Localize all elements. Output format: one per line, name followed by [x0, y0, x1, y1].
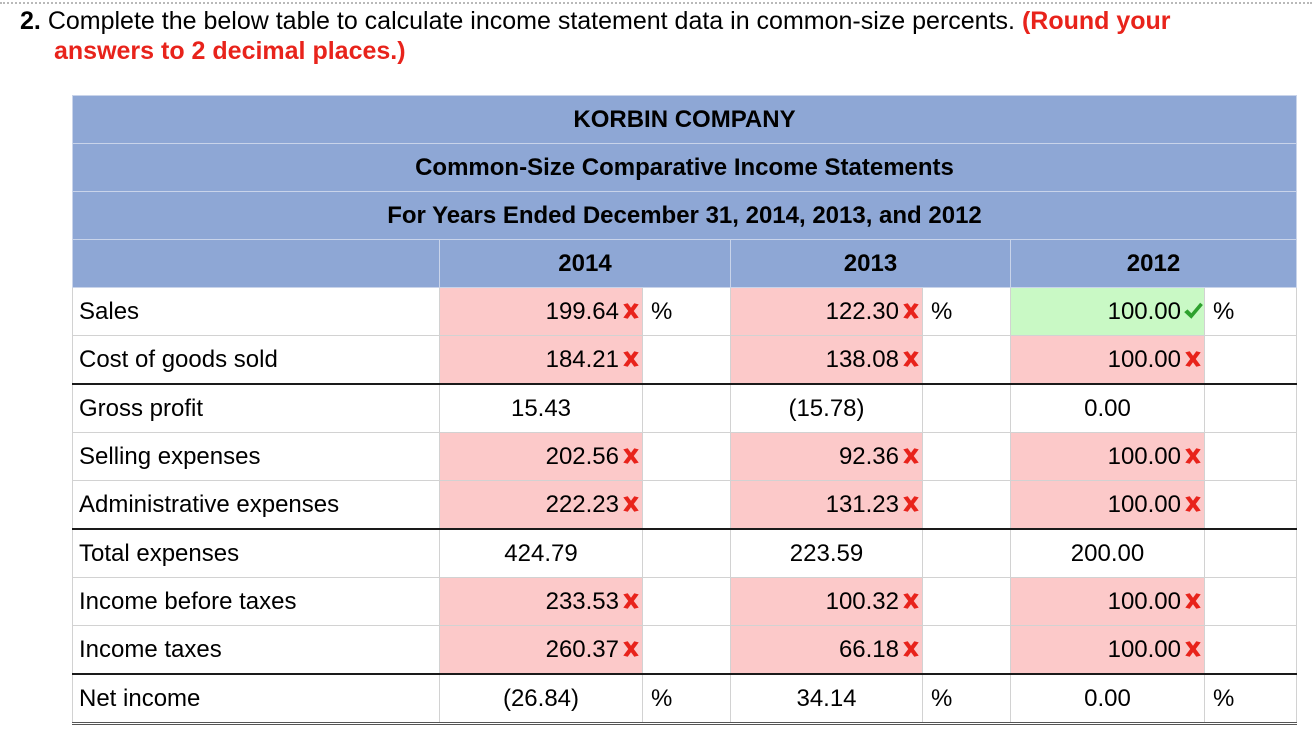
cell-value: 199.64: [545, 297, 619, 325]
cell-sales-2013[interactable]: [731, 288, 923, 336]
cell-sales-2012[interactable]: [1011, 288, 1205, 336]
cell-value: 424.79: [504, 539, 578, 567]
cell-net-income-2012: [1011, 674, 1205, 724]
cell-income-taxes-2012[interactable]: [1011, 626, 1205, 675]
percent-cell: [923, 529, 1011, 578]
cell-value: 100.32: [825, 587, 899, 615]
percent-cell: [643, 626, 731, 675]
percent-cell: [1205, 433, 1297, 481]
percent-cell: [923, 433, 1011, 481]
percent-cell: %: [923, 288, 1011, 336]
row-sales: [73, 288, 1297, 336]
percent-cell: [923, 578, 1011, 626]
row-label: Administrative expenses: [73, 481, 440, 530]
percent-cell: [1205, 529, 1297, 578]
cell-selling-expenses-2012[interactable]: [1011, 433, 1205, 481]
cell-value: 202.56: [545, 442, 619, 470]
cell-value: 15.43: [510, 394, 572, 422]
incorrect-x-icon: [620, 300, 642, 322]
percent-cell: [1205, 578, 1297, 626]
row-gross-profit: [73, 384, 1297, 433]
row-cost-of-goods-sold: [73, 336, 1297, 385]
incorrect-x-icon: [620, 590, 642, 612]
cell-value: 222.23: [545, 490, 619, 518]
cell-value: 0.00: [1084, 684, 1131, 712]
row-label: Net income: [73, 674, 440, 724]
cell-net-income-2014: [440, 674, 643, 724]
incorrect-x-icon: [1182, 348, 1204, 370]
percent-cell: [643, 481, 731, 530]
statement-title: Common-Size Comparative Income Statements: [73, 144, 1297, 192]
cell-total-expenses-2014: [440, 529, 643, 578]
percent-cell: %: [643, 674, 731, 724]
percent-cell: [643, 433, 731, 481]
cell-value: 0.00: [1084, 394, 1131, 422]
correct-check-icon: [1182, 300, 1204, 322]
cell-value: (26.84): [502, 684, 580, 712]
cell-value: 138.08: [825, 345, 899, 373]
percent-cell: %: [643, 288, 731, 336]
row-total-expenses: [73, 529, 1297, 578]
percent-cell: [643, 336, 731, 385]
cell-administrative-expenses-2014[interactable]: [440, 481, 643, 530]
cell-cost-of-goods-sold-2013[interactable]: [731, 336, 923, 385]
percent-cell: [1205, 481, 1297, 530]
percent-cell: [923, 336, 1011, 385]
incorrect-x-icon: [620, 445, 642, 467]
row-income-taxes: [73, 626, 1297, 675]
incorrect-x-icon: [1182, 445, 1204, 467]
percent-cell: [923, 481, 1011, 530]
cell-administrative-expenses-2012[interactable]: [1011, 481, 1205, 530]
cell-value: 122.30: [825, 297, 899, 325]
rounding-note-part2: answers to 2 decimal places.): [54, 37, 406, 65]
incorrect-x-icon: [900, 638, 922, 660]
row-label: Cost of goods sold: [73, 336, 440, 385]
cell-income-before-taxes-2013[interactable]: [731, 578, 923, 626]
cell-value: 223.59: [789, 539, 864, 567]
incorrect-x-icon: [620, 638, 642, 660]
incorrect-x-icon: [900, 445, 922, 467]
incorrect-x-icon: [620, 493, 642, 515]
cell-value: 34.14: [796, 684, 857, 712]
company-name: KORBIN COMPANY: [73, 96, 1297, 144]
percent-cell: [643, 384, 731, 433]
row-label: Gross profit: [73, 384, 440, 433]
cell-gross-profit-2013: [731, 384, 923, 433]
cell-income-before-taxes-2014[interactable]: [440, 578, 643, 626]
row-selling-expenses: [73, 433, 1297, 481]
cell-value: 100.00: [1107, 635, 1181, 663]
cell-value: 100.00: [1107, 587, 1181, 615]
row-label: Income taxes: [73, 626, 440, 675]
cell-net-income-2013: [731, 674, 923, 724]
row-administrative-expenses: [73, 481, 1297, 530]
cell-value: 200.00: [1070, 539, 1145, 567]
cell-selling-expenses-2014[interactable]: [440, 433, 643, 481]
cell-gross-profit-2012: [1011, 384, 1205, 433]
percent-cell: [923, 626, 1011, 675]
cell-cost-of-goods-sold-2014[interactable]: [440, 336, 643, 385]
cell-value: 260.37: [545, 635, 619, 663]
percent-cell: %: [1205, 674, 1297, 724]
cell-cost-of-goods-sold-2012[interactable]: [1011, 336, 1205, 385]
incorrect-x-icon: [1182, 493, 1204, 515]
year-header-2013: 2013: [731, 240, 1011, 288]
cell-total-expenses-2012: [1011, 529, 1205, 578]
incorrect-x-icon: [900, 348, 922, 370]
percent-cell: [1205, 384, 1297, 433]
percent-cell: [643, 578, 731, 626]
question-number: 2.: [20, 7, 41, 35]
percent-cell: %: [1205, 288, 1297, 336]
cell-income-before-taxes-2012[interactable]: [1011, 578, 1205, 626]
cell-selling-expenses-2013[interactable]: [731, 433, 923, 481]
cell-total-expenses-2013: [731, 529, 923, 578]
row-income-before-taxes: [73, 578, 1297, 626]
cell-gross-profit-2014: [440, 384, 643, 433]
statement-period: For Years Ended December 31, 2014, 2013, and 2012: [73, 192, 1297, 240]
incorrect-x-icon: [900, 590, 922, 612]
cell-value: 100.00: [1107, 442, 1181, 470]
percent-cell: [923, 384, 1011, 433]
percent-cell: %: [923, 674, 1011, 724]
cell-income-taxes-2014[interactable]: [440, 626, 643, 675]
cell-income-taxes-2013[interactable]: [731, 626, 923, 675]
year-header-2014: 2014: [440, 240, 731, 288]
percent-cell: [1205, 336, 1297, 385]
row-net-income: [73, 674, 1297, 724]
incorrect-x-icon: [900, 300, 922, 322]
cell-value: 100.00: [1107, 345, 1181, 373]
cell-administrative-expenses-2013[interactable]: [731, 481, 923, 530]
row-label: Income before taxes: [73, 578, 440, 626]
row-label: Total expenses: [73, 529, 440, 578]
cell-sales-2014[interactable]: [440, 288, 643, 336]
question-text: Complete the below table to calculate income statement data in common-size percents.: [47, 7, 1015, 35]
cell-value: (15.78): [788, 394, 865, 422]
incorrect-x-icon: [900, 493, 922, 515]
rounding-note-part1: (Round your: [1021, 7, 1171, 35]
incorrect-x-icon: [1182, 638, 1204, 660]
incorrect-x-icon: [1182, 590, 1204, 612]
question-prompt: [20, 6, 1300, 66]
year-header-2012: 2012: [1011, 240, 1297, 288]
percent-cell: [1205, 626, 1297, 675]
cell-value: 92.36: [838, 442, 899, 470]
cell-value: 100.00: [1107, 297, 1181, 325]
cell-value: 184.21: [545, 345, 619, 373]
cell-value: 66.18: [838, 635, 899, 663]
cell-value: 100.00: [1107, 490, 1181, 518]
cell-value: 131.23: [825, 490, 899, 518]
percent-cell: [643, 529, 731, 578]
cell-value: 233.53: [545, 587, 619, 615]
incorrect-x-icon: [620, 348, 642, 370]
top-dotted-rule: [0, 2, 1312, 4]
header-blank-cell: [73, 240, 440, 288]
row-label: Selling expenses: [73, 433, 440, 481]
row-label: Sales: [73, 288, 440, 336]
income-statement-table: [72, 95, 1297, 725]
